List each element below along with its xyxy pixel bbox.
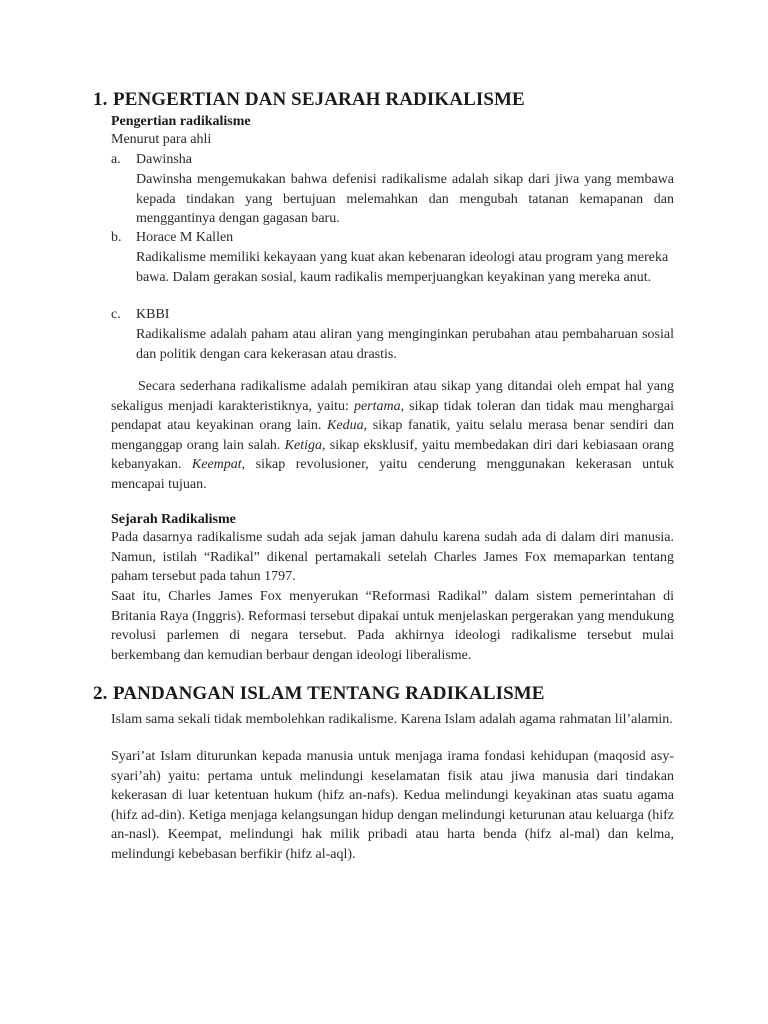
islam-paragraph-1: Islam sama sekali tidak membolehkan radikalisme. Karena Islam adalah agama rahmatan lil’alamin. (111, 712, 673, 727)
list-item-label: Horace M Kallen (136, 230, 234, 245)
history-paragraph-1: Pada dasarnya radikalisme sudah ada sejak jaman dahulu karena sudah ada di dalam diri manusia. Namun, istilah “Radikal” dikenal pertamakali setelah Charles James Fox memaparkan tentang paham tersebut pada tahun 1797. (111, 530, 674, 585)
section-number: 2. (93, 683, 108, 704)
list-item-text: Dawinsha mengemukakan bahwa defenisi radikalisme adalah sikap dari jiwa yang membawa kepada tindakan yang bertujuan melemahkan dan mengubah tatanan kemapanan dan menggantinya dengan gagasan baru. (136, 172, 674, 227)
section-heading-1 (93, 89, 525, 111)
subheading-pengertian: Pengertian radikalisme (111, 114, 251, 129)
section-number: 1. (93, 89, 108, 110)
section-title: PENGERTIAN DAN SEJARAH RADIKALISME (113, 89, 525, 110)
list-marker: a. (111, 152, 121, 167)
section-title: PANDANGAN ISLAM TENTANG RADIKALISME (113, 683, 545, 704)
list-item-text: Radikalisme memiliki kekayaan yang kuat akan kebenaran ideologi atau program yang mereka bawa. Dalam gerakan sosial, kaum radikalis memperjuangkan keyakinan yang mereka anut. (136, 250, 669, 285)
subheading-sejarah: Sejarah Radikalisme (111, 512, 236, 527)
history-paragraph-2: Saat itu, Charles James Fox menyerukan “Reformasi Radikal” dalam sistem pemerintahan di Britania Raya (Inggris). Reformasi tersebut dipakai untuk menjelaskan pergerakan yang mendukung revolusi parlemen di negara tersebut. Pada akhirnya ideologi radikalisme tersebut mulai berkembang dan kemudian berbaur dengan ideologi liberalisme. (111, 589, 674, 663)
summary-paragraph: Secara sederhana radikalisme adalah pemikiran atau sikap yang ditandai oleh empat hal yang sekaligus menjadi karakteristiknya, yaitu: pertama, sikap tidak toleran dan tidak mau menghargai pendapat atau keyakinan orang lain. Kedua, sikap fanatik, yaitu selalu merasa benar sendiri dan menganggap orang lain salah. Ketiga, sikap eksklusif, yaitu membedakan diri dari kebiasaan orang kebanyakan. Keempat, sikap revolusioner, yaitu cenderung menggunakan kekerasan untuk mencapai tujuan. (111, 379, 675, 492)
islam-paragraph-2: Syari’at Islam diturunkan kepada manusia untuk menjaga irama fondasi kehidupan (maqosid asy-syari’ah) yaitu: pertama untuk melindungi keselamatan fisik atau jiwa manusia dari tindakan kekerasan di luar ketentuan hukum (hifz an-nafs). Kedua melindungi keyakinan atas suatu agama (hifz ad-din). Ketiga menjaga kelangsungan hidup dengan melindungi keturunan atau keluarga (hifz an-nasl). Keempat, melindungi hak milik pribadi atau harta benda (hifz al-mal) dan kelma, melindungi kebebasan berfikir (hifz al-aql). (111, 749, 674, 862)
section-heading-2 (93, 683, 545, 705)
list-marker: b. (111, 230, 122, 245)
list-item-text: Radikalisme adalah paham atau aliran yang menginginkan perubahan atau pembaharuan sosial dan politik dengan cara kekerasan atau drastis. (136, 327, 674, 362)
list-item-label: Dawinsha (136, 152, 192, 167)
list-marker: c. (111, 307, 121, 322)
intro-text: Menurut para ahli (111, 132, 212, 147)
list-item-label: KBBI (136, 307, 170, 322)
